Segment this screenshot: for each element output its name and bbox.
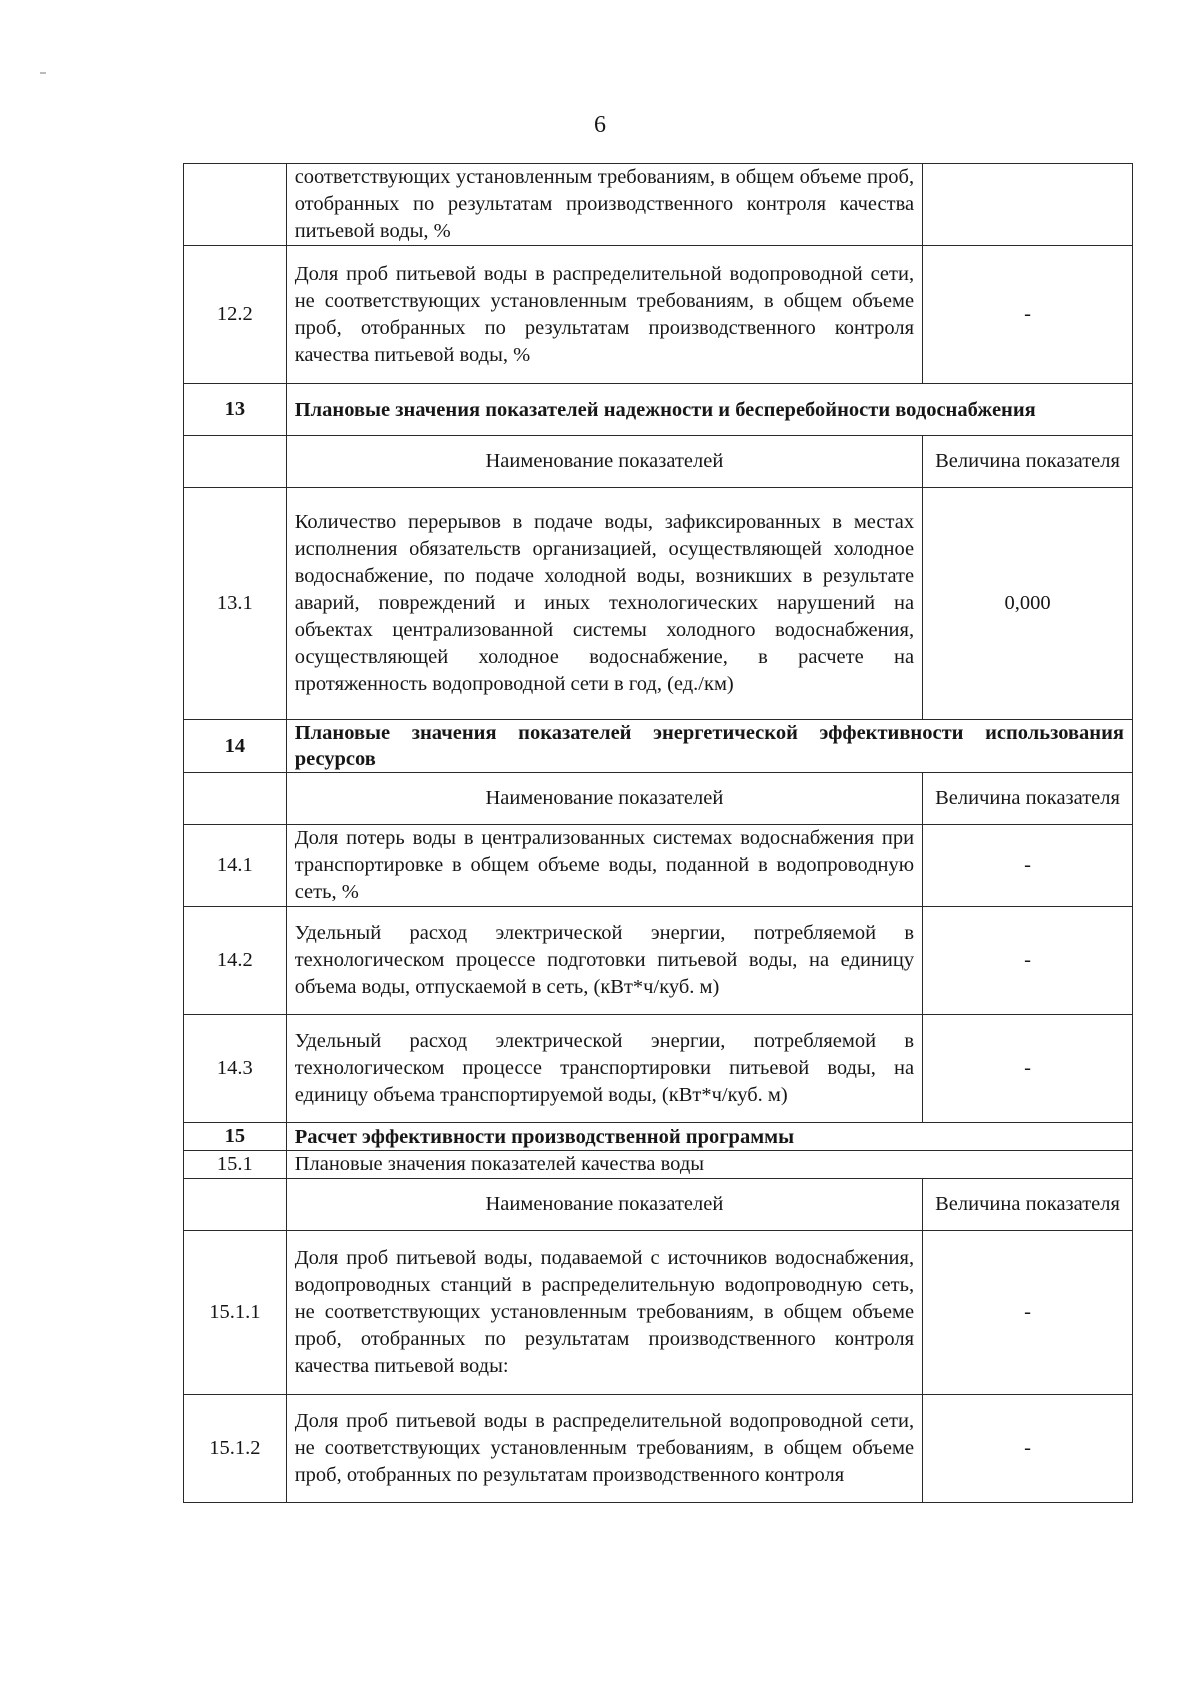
indicator-value: 0,000 <box>923 488 1133 720</box>
table-row <box>184 1231 1133 1395</box>
section-row <box>184 384 1133 436</box>
indicator-value: - <box>923 825 1133 907</box>
row-number: 14.2 <box>184 907 287 1015</box>
indicator-name: Доля проб питьевой воды, подаваемой с источников водоснабжения, водопроводных станций в распределительную водопроводную сеть, не соответствующих установленным требованиям, в общем объеме проб, отобранных по результатам производственного контроля качества питьевой воды: <box>286 1231 922 1395</box>
empty-cell <box>184 436 287 488</box>
table-row <box>184 1015 1133 1123</box>
row-number: 12.2 <box>184 246 287 384</box>
row-number: 14.1 <box>184 825 287 907</box>
table-row <box>184 907 1133 1015</box>
header-row <box>184 436 1133 488</box>
header-value: Величина показателя <box>923 1179 1133 1231</box>
section-title: Расчет эффективности производственной программы <box>286 1123 1132 1151</box>
indicator-name: Доля проб питьевой воды в распределительной водопроводной сети, не соответствующих установленным требованиям, в общем объеме проб, отобранных по результатам производственного контроля качества питьевой воды, % <box>286 246 922 384</box>
indicator-value: - <box>923 1015 1133 1123</box>
empty-cell <box>184 1179 287 1231</box>
header-value: Величина показателя <box>923 773 1133 825</box>
indicator-value: - <box>923 907 1133 1015</box>
table-row <box>184 825 1133 907</box>
subsection-row <box>184 1151 1133 1179</box>
scan-artifact <box>40 72 46 74</box>
table-row <box>184 164 1133 246</box>
row-number: 14.3 <box>184 1015 287 1123</box>
row-number: 15.1 <box>184 1151 287 1179</box>
indicator-name: Доля потерь воды в централизованных системах водоснабжения при транспортировке в общем объеме воды, поданной в водопроводную сеть, % <box>286 825 922 907</box>
indicator-name: Количество перерывов в подаче воды, зафиксированных в местах исполнения обязательств организацией, осуществляющей холодное водоснабжение, по подаче холодной воды, возникших в результате аварий, повреждений и иных технологических нарушений на объектах централизованной системы холодного водоснабжения, осуществляющей холодное водоснабжение, в расчете на протяженность водопроводной сети в год, (ед./км) <box>286 488 922 720</box>
indicators-table <box>183 163 1133 1503</box>
section-number: 14 <box>184 720 287 773</box>
row-number <box>184 164 287 246</box>
indicator-name: Удельный расход электрической энергии, потребляемой в технологическом процессе транспортировки питьевой воды, на единицу объема транспортируемой воды, (кВт*ч/куб. м) <box>286 1015 922 1123</box>
table-row <box>184 246 1133 384</box>
section-title: Плановые значения показателей надежности и бесперебойности водоснабжения <box>286 384 1132 436</box>
subsection-title: Плановые значения показателей качества воды <box>286 1151 1132 1179</box>
indicator-name: соответствующих установленным требованиям, в общем объеме проб, отобранных по результатам производственного контроля качества питьевой воды, % <box>286 164 922 246</box>
header-name: Наименование показателей <box>286 773 922 825</box>
indicator-name: Удельный расход электрической энергии, потребляемой в технологическом процессе подготовки питьевой воды, на единицу объема воды, отпускаемой в сеть, (кВт*ч/куб. м) <box>286 907 922 1015</box>
section-row <box>184 720 1133 773</box>
section-title: Плановые значения показателей энергетической эффективности использования ресурсов <box>286 720 1132 773</box>
section-number: 15 <box>184 1123 287 1151</box>
empty-cell <box>184 773 287 825</box>
page-number: 6 <box>594 112 606 138</box>
row-number: 13.1 <box>184 488 287 720</box>
header-name: Наименование показателей <box>286 1179 922 1231</box>
header-row <box>184 1179 1133 1231</box>
header-value: Величина показателя <box>923 436 1133 488</box>
row-number: 15.1.1 <box>184 1231 287 1395</box>
header-name: Наименование показателей <box>286 436 922 488</box>
indicator-value <box>923 164 1133 246</box>
indicator-value: - <box>923 1395 1133 1503</box>
indicator-value: - <box>923 1231 1133 1395</box>
header-row <box>184 773 1133 825</box>
row-number: 15.1.2 <box>184 1395 287 1503</box>
table-row <box>184 488 1133 720</box>
section-row <box>184 1123 1133 1151</box>
indicator-value: - <box>923 246 1133 384</box>
indicator-name: Доля проб питьевой воды в распределительной водопроводной сети, не соответствующих установленным требованиям, в общем объеме проб, отобранных по результатам производственного контроля <box>286 1395 922 1503</box>
section-number: 13 <box>184 384 287 436</box>
table-row <box>184 1395 1133 1503</box>
